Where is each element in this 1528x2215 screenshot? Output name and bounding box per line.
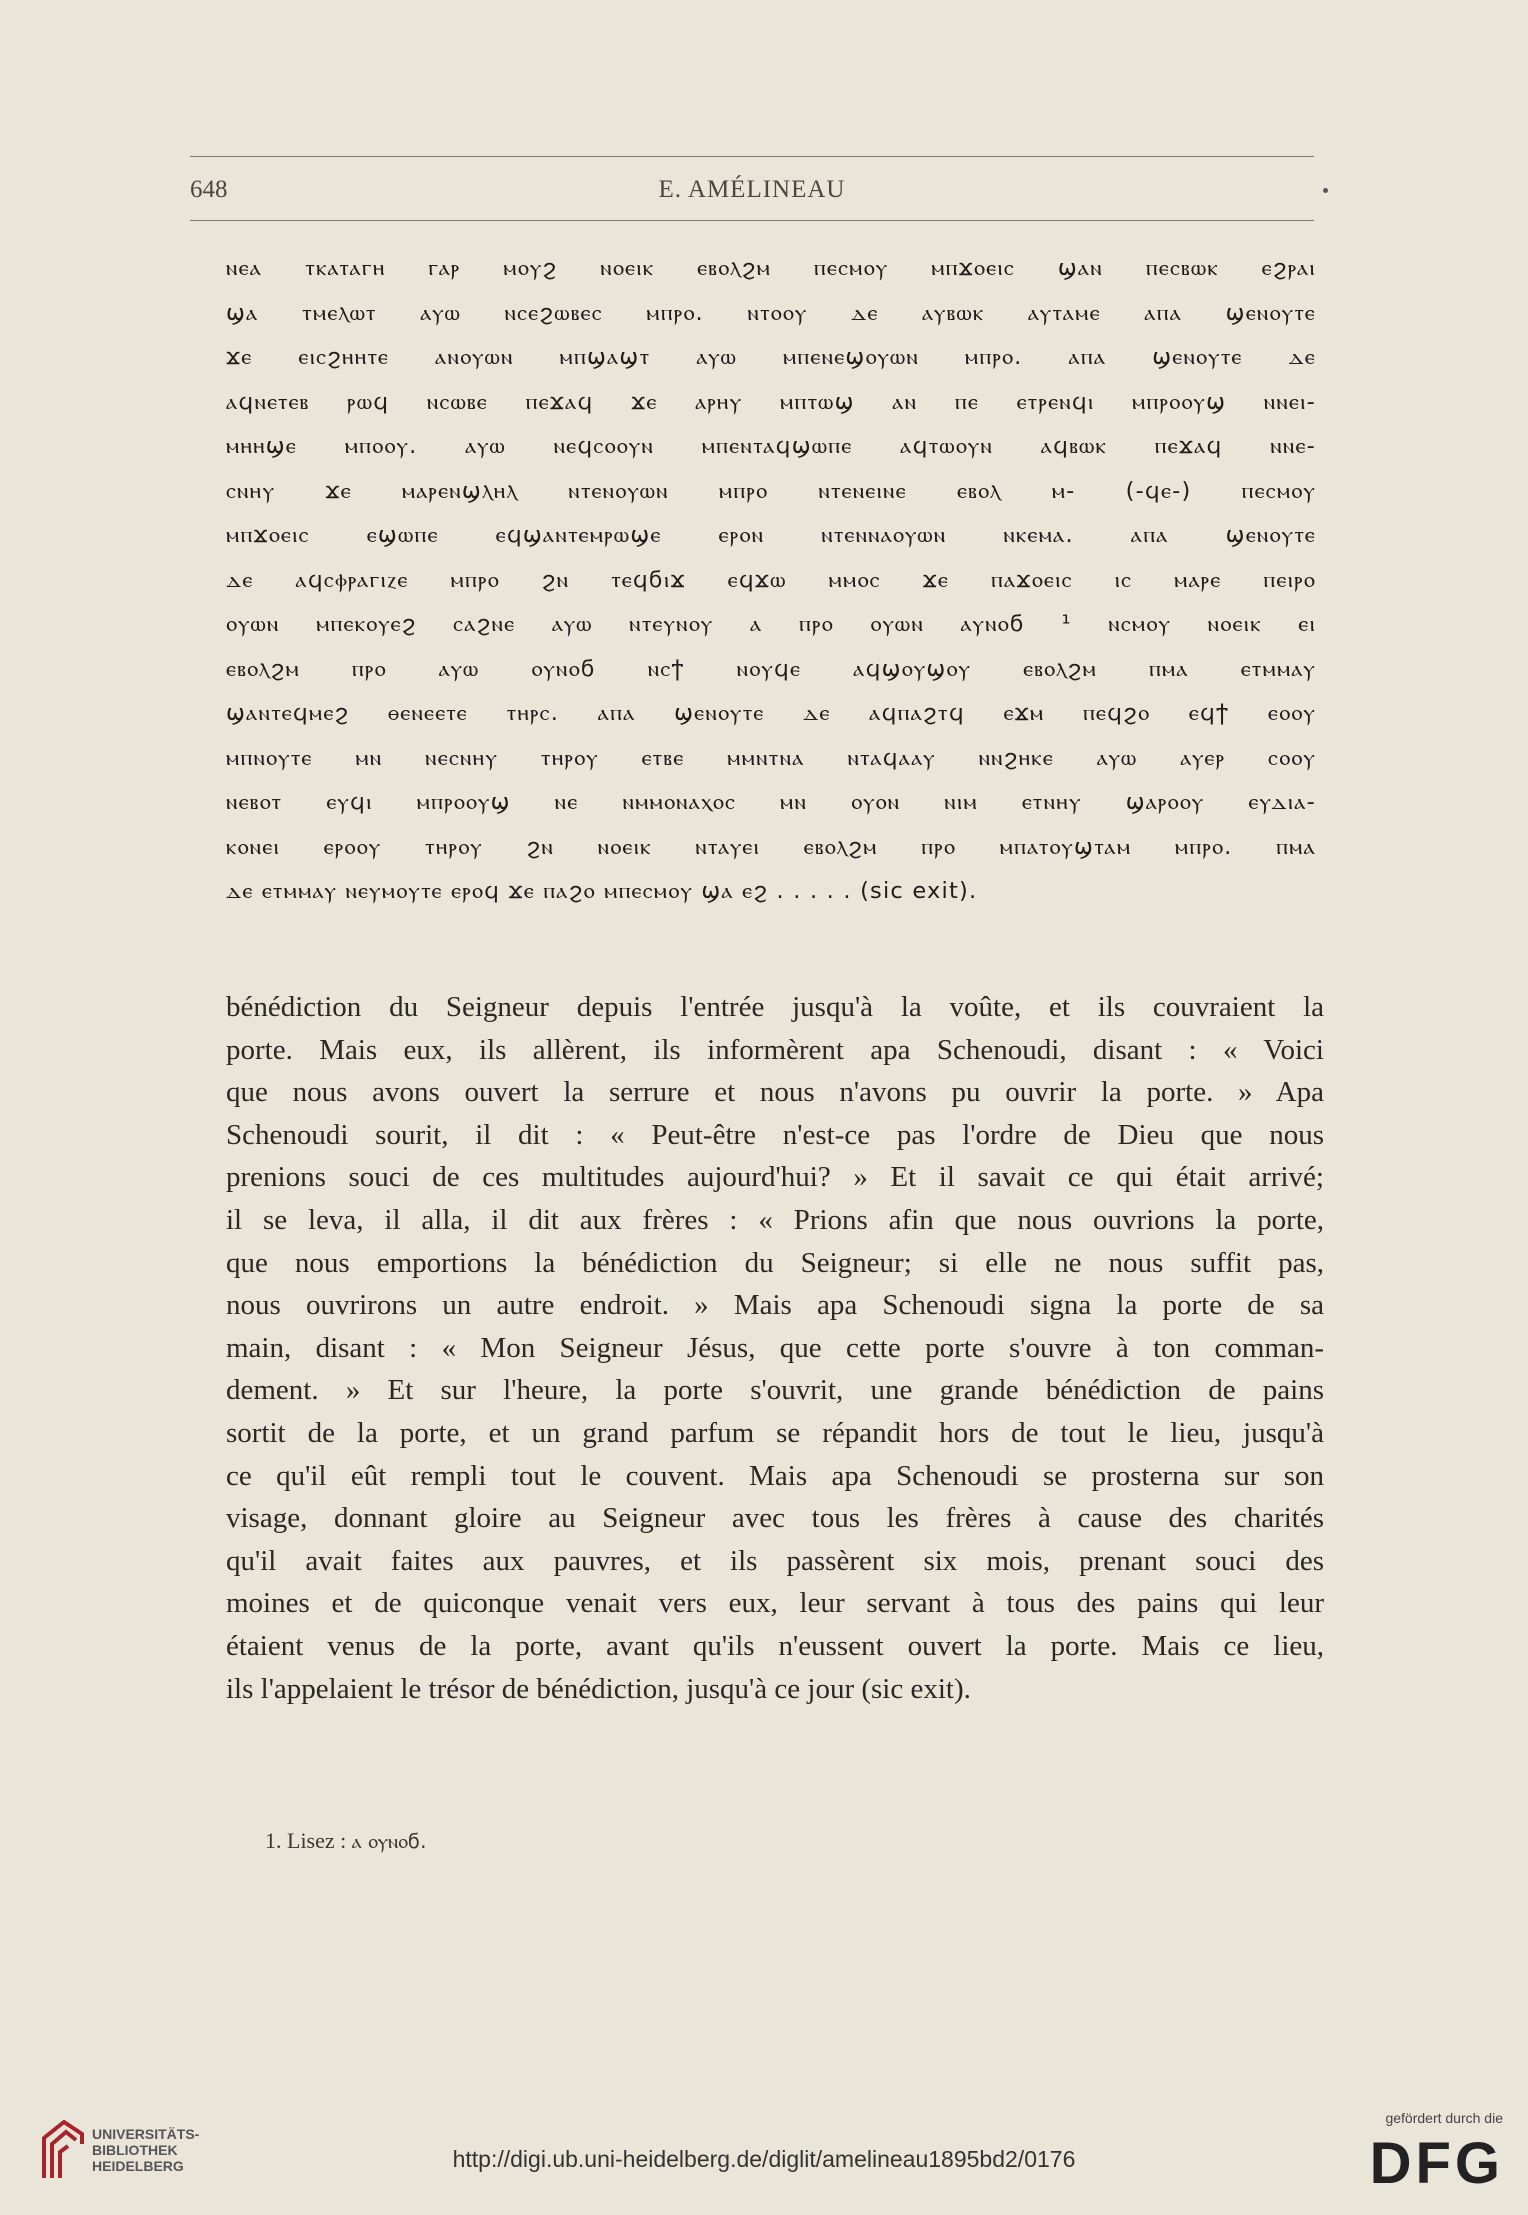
page-number: 648 xyxy=(190,176,228,203)
french-line: ils l'appelaient le trésor de bénédiction, jusqu'à ce jour (sic exit). xyxy=(226,1672,971,1705)
french-line: que nous avons ouvert la serrure et nous n'avons pu ouvrir la porte. » Apa xyxy=(226,1076,1324,1109)
margin-mark xyxy=(1323,188,1328,193)
french-line: main, disant : « Mon Seigneur Jésus, que cette porte s'ouvre à ton comman- xyxy=(226,1331,1324,1364)
footnote xyxy=(265,1828,426,1854)
library-name: UNIVERSITÄTS- BIBLIOTHEK HEIDELBERG xyxy=(92,2126,200,2174)
french-line: il se leva, il alla, il dit aux frères : « Prions afin que nous ouvrions la porte, xyxy=(226,1203,1324,1236)
coptic-line: ϣⲁ ⲧⲙⲉⲗⲱⲧ ⲁⲩⲱ ⲛⲥⲉϩⲱⲃⲉⲥ ⲙⲡⲣⲟ. ⲛⲧⲟⲟⲩ ⲇⲉ ⲁⲩⲃⲱⲕ ⲁⲩⲧⲁⲙⲉ ⲁⲡⲁ ϣⲉⲛⲟⲩⲧⲉ xyxy=(226,299,1316,326)
coptic-line: ⲛⲉⲃⲟⲧ ⲉⲩϥⲓ ⲙⲡⲣⲟⲟⲩϣ ⲛⲉ ⲛⲙⲙⲟⲛⲁⲭⲟⲥ ⲙⲛ ⲟⲩⲟⲛ ⲛⲓⲙ ⲉⲧⲛⲏⲩ ϣⲁⲣⲟⲟⲩ ⲉⲩⲇⲓⲁ- xyxy=(226,789,1316,815)
french-line: nous ouvrirons un autre endroit. » Mais apa Schenoudi signa la porte de sa xyxy=(226,1289,1324,1322)
permalink-url[interactable]: http://digi.ub.uni-heidelberg.de/diglit/amelineau1895bd2/0176 xyxy=(452,2146,1076,2172)
coptic-line: ⲥⲛⲏⲩ ϫⲉ ⲙⲁⲣⲉⲛϣⲗⲏⲗ ⲛⲧⲉⲛⲟⲩⲱⲛ ⲙⲡⲣⲟ ⲛⲧⲉⲛⲉⲓⲛⲉ ⲉⲃⲟⲗ ⲙ- (-ϥⲉ-) ⲡⲉⲥⲙⲟⲩ xyxy=(226,477,1316,504)
header-bottom-rule xyxy=(190,220,1314,221)
french-line: prenions souci de ces multitudes aujourd'hui? » Et il savait ce qui était arrivé; xyxy=(226,1161,1324,1194)
coptic-line: ⲉⲃⲟⲗϩⲙ ⲡⲣⲟ ⲁⲩⲱ ⲟⲩⲛⲟϭ ⲛⲥϯ ⲛⲟⲩϥⲉ ⲁϥϣⲟⲩϣⲟⲩ ⲉⲃⲟⲗϩⲙ ⲡⲙⲁ ⲉⲧⲙⲙⲁⲩ xyxy=(226,655,1316,682)
french-line: que nous emportions la bénédiction du Seigneur; si elle ne nous suffit pas, xyxy=(226,1246,1324,1279)
french-line: ce qu'il eût rempli tout le couvent. Mais apa Schenoudi se prosterna sur son xyxy=(226,1459,1324,1492)
coptic-line: ⲟⲩⲱⲛ ⲙⲡⲉⲕⲟⲩⲉϩ ⲥⲁϩⲛⲉ ⲁⲩⲱ ⲛⲧⲉⲩⲛⲟⲩ ⲁ ⲡⲣⲟ ⲟⲩⲱⲛ ⲁⲩⲛⲟϭ ¹ ⲛⲥⲙⲟⲩ ⲛⲟⲉⲓⲕ ⲉⲓ xyxy=(226,611,1316,637)
coptic-line: ⲇⲉ ⲉⲧⲙⲙⲁⲩ ⲛⲉⲩⲙⲟⲩⲧⲉ ⲉⲣⲟϥ ϫⲉ ⲡⲁϩⲟ ⲙⲡⲉⲥⲙⲟⲩ ϣⲁ ⲉϩ . . . . . (sic exit). xyxy=(226,878,978,904)
coptic-line: ϣⲁⲛⲧⲉϥⲙⲉϩ ⲑⲉⲛⲉⲉⲧⲉ ⲧⲏⲣⲥ. ⲁⲡⲁ ϣⲉⲛⲟⲩⲧⲉ ⲇⲉ ⲁϥⲡⲁϩⲧϥ ⲉϫⲙ ⲡⲉϥϩⲟ ⲉϥϯ ⲉⲟⲟⲩ xyxy=(226,700,1316,726)
french-line: porte. Mais eux, ils allèrent, ils informèrent apa Schenoudi, disant : « Voici xyxy=(226,1033,1324,1066)
coptic-line: ⲙⲏⲏϣⲉ ⲙⲡⲟⲟⲩ. ⲁⲩⲱ ⲛⲉϥⲥⲟⲟⲩⲛ ⲙⲡⲉⲛⲧⲁϥϣⲱⲡⲉ ⲁϥⲧⲱⲟⲩⲛ ⲁϥⲃⲱⲕ ⲡⲉϫⲁϥ ⲛⲛⲉ- xyxy=(226,433,1316,459)
coptic-line: ⲙⲡϫⲟⲉⲓⲥ ⲉϣⲱⲡⲉ ⲉϥϣⲁⲛⲧⲉⲙⲣⲱϣⲉ ⲉⲣⲟⲛ ⲛⲧⲉⲛⲛⲁⲟⲩⲱⲛ ⲛⲕⲉⲙⲁ. ⲁⲡⲁ ϣⲉⲛⲟⲩⲧⲉ xyxy=(226,522,1316,548)
coptic-line: ϫⲉ ⲉⲓⲥϩⲏⲏⲧⲉ ⲁⲛⲟⲩⲱⲛ ⲙⲡϣⲁϣⲧ ⲁⲩⲱ ⲙⲡⲉⲛⲉϣⲟⲩⲱⲛ ⲙⲡⲣⲟ. ⲁⲡⲁ ϣⲉⲛⲟⲩⲧⲉ ⲇⲉ xyxy=(226,344,1316,370)
french-line: qu'il avait faites aux pauvres, et ils passèrent six mois, prenant souci des xyxy=(226,1544,1324,1577)
french-line: bénédiction du Seigneur depuis l'entrée jusqu'à la voûte, et ils couvraient la xyxy=(226,991,1324,1023)
coptic-line: ⲇⲉ ⲁϥⲥⲫⲣⲁⲅⲓⲍⲉ ⲙⲡⲣⲟ ϩⲛ ⲧⲉϥϭⲓϫ ⲉϥϫⲱ ⲙⲙⲟⲥ ϫⲉ ⲡⲁϫⲟⲉⲓⲥ ⲓⲥ ⲙⲁⲣⲉ ⲡⲉⲓⲣⲟ xyxy=(226,566,1316,593)
french-line: sortit de la porte, et un grand parfum se répandit hors de tout le lieu, jusqu'à xyxy=(226,1416,1324,1449)
french-line: étaient venus de la porte, avant qu'ils n'eussent ouvert la porte. Mais ce lieu, xyxy=(226,1629,1324,1662)
french-line: dement. » Et sur l'heure, la porte s'ouvrit, une grande bénédiction de pains xyxy=(226,1374,1324,1407)
french-translation-block xyxy=(226,986,1324,1710)
coptic-line: ⲛⲉⲁ ⲧⲕⲁⲧⲁⲅⲏ ⲅⲁⲣ ⲙⲟⲩϩ ⲛⲟⲉⲓⲕ ⲉⲃⲟⲗϩⲙ ⲡⲉⲥⲙⲟⲩ ⲙⲡϫⲟⲉⲓⲥ ϣⲁⲛ ⲡⲉⲥⲃⲱⲕ ⲉϩⲣⲁⲓ xyxy=(226,255,1316,281)
coptic-text-block xyxy=(226,246,1316,914)
running-title: E. AMÉLINEAU xyxy=(658,176,846,203)
dfg-logo[interactable]: DFG xyxy=(1369,2131,1504,2196)
header-top-rule xyxy=(190,156,1314,157)
footnote-label: 1. Lisez : xyxy=(265,1828,347,1853)
funding-note: gefördert durch die xyxy=(1385,2110,1503,2126)
page-header xyxy=(190,176,1314,206)
coptic-line: ⲁϥⲛⲉⲧⲉⲃ ⲣⲱϥ ⲛⲥⲱⲃⲉ ⲡⲉϫⲁϥ ϫⲉ ⲁⲣⲏⲩ ⲙⲡⲧⲱϣ ⲁⲛ ⲡⲉ ⲉⲧⲣⲉⲛϥⲓ ⲙⲡⲣⲟⲟⲩϣ ⲛⲛⲉⲓ- xyxy=(226,388,1316,415)
french-line: moines et de quiconque venait vers eux, leur servant à tous des pains qui leur xyxy=(226,1587,1324,1620)
french-line: visage, donnant gloire au Seigneur avec tous les frères à cause des charités xyxy=(226,1502,1324,1535)
coptic-line: ⲙⲡⲛⲟⲩⲧⲉ ⲙⲛ ⲛⲉⲥⲛⲏⲩ ⲧⲏⲣⲟⲩ ⲉⲧⲃⲉ ⲙⲙⲛⲧⲛⲁ ⲛⲧⲁϥⲁⲁⲩ ⲛⲛϩⲏⲕⲉ ⲁⲩⲱ ⲁⲩⲉⲣ ⲥⲟⲟⲩ xyxy=(226,744,1316,771)
footnote-coptic: ⲁ ⲟⲩⲛⲟϭ. xyxy=(351,1829,427,1853)
french-line: Schenoudi sourit, il dit : « Peut-être n'est-ce pas l'ordre de Dieu que nous xyxy=(226,1118,1324,1151)
coptic-line: ⲕⲟⲛⲉⲓ ⲉⲣⲟⲟⲩ ⲧⲏⲣⲟⲩ ϩⲛ ⲛⲟⲉⲓⲕ ⲛⲧⲁⲩⲉⲓ ⲉⲃⲟⲗϩⲙ ⲡⲣⲟ ⲙⲡⲁⲧⲟⲩϣⲧⲁⲙ ⲙⲡⲣⲟ. ⲡⲙⲁ xyxy=(226,833,1316,860)
